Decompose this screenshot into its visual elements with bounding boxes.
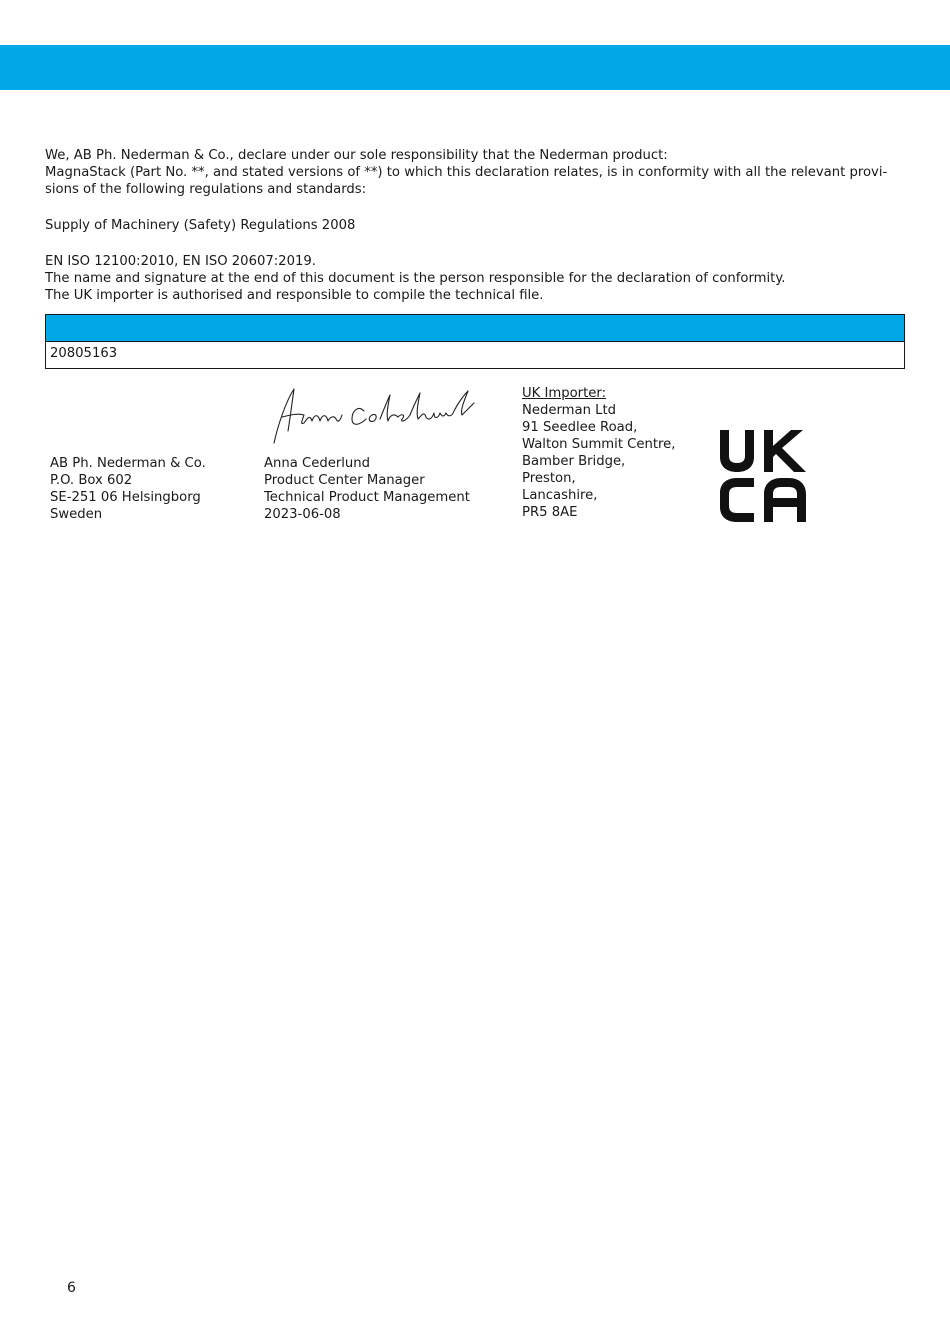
company-name: AB Ph. Nederman & Co. xyxy=(50,456,206,471)
company-address xyxy=(50,455,206,523)
table-header xyxy=(46,315,904,342)
part-number-table xyxy=(45,314,905,369)
signer-details xyxy=(264,455,470,523)
table-row: 20805163 xyxy=(50,346,118,361)
importer-note: The UK importer is authorised and responsible to compile the technical file. xyxy=(45,288,544,303)
importer-county: Lancashire, xyxy=(522,488,598,503)
signature-date: 2023-06-08 xyxy=(264,507,341,522)
declaration-line: We, AB Ph. Nederman & Co., declare under our sole responsibility that the Nederman product: xyxy=(45,148,668,163)
signer-title: Product Center Manager xyxy=(264,473,425,488)
importer-area: Walton Summit Centre, xyxy=(522,437,676,452)
company-city: SE-251 06 Helsingborg xyxy=(50,490,201,505)
page-number: 6 xyxy=(67,1280,76,1296)
declaration-line: MagnaStack (Part No. **, and stated versions of **) to which this declaration relates, is in conformity with all the relevant provi- xyxy=(45,165,888,180)
importer-street: 91 Seedlee Road, xyxy=(522,420,638,435)
importer-heading: UK Importer: xyxy=(522,386,607,401)
importer-city: Preston, xyxy=(522,471,576,486)
signature-image xyxy=(268,385,488,449)
importer-postcode: PR5 8AE xyxy=(522,505,578,520)
importer-town: Bamber Bridge, xyxy=(522,454,626,469)
uk-importer-address xyxy=(522,385,675,521)
declaration-text xyxy=(45,147,907,304)
declaration-line: sions of the following regulations and standards: xyxy=(45,182,367,197)
importer-name: Nederman Ltd xyxy=(522,403,617,418)
signer-department: Technical Product Management xyxy=(264,490,470,505)
header-band xyxy=(0,45,950,90)
signer-name: Anna Cederlund xyxy=(264,456,370,471)
signature-block xyxy=(0,385,950,535)
company-box: P.O. Box 602 xyxy=(50,473,133,488)
responsible-text: The name and signature at the end of this document is the person responsible for the declaration of conformity. xyxy=(45,271,786,286)
regulation-text: Supply of Machinery (Safety) Regulations 2008 xyxy=(45,218,356,233)
ukca-mark-icon xyxy=(718,428,812,522)
company-country: Sweden xyxy=(50,507,103,522)
standards-text: EN ISO 12100:2010, EN ISO 20607:2019. xyxy=(45,254,316,269)
